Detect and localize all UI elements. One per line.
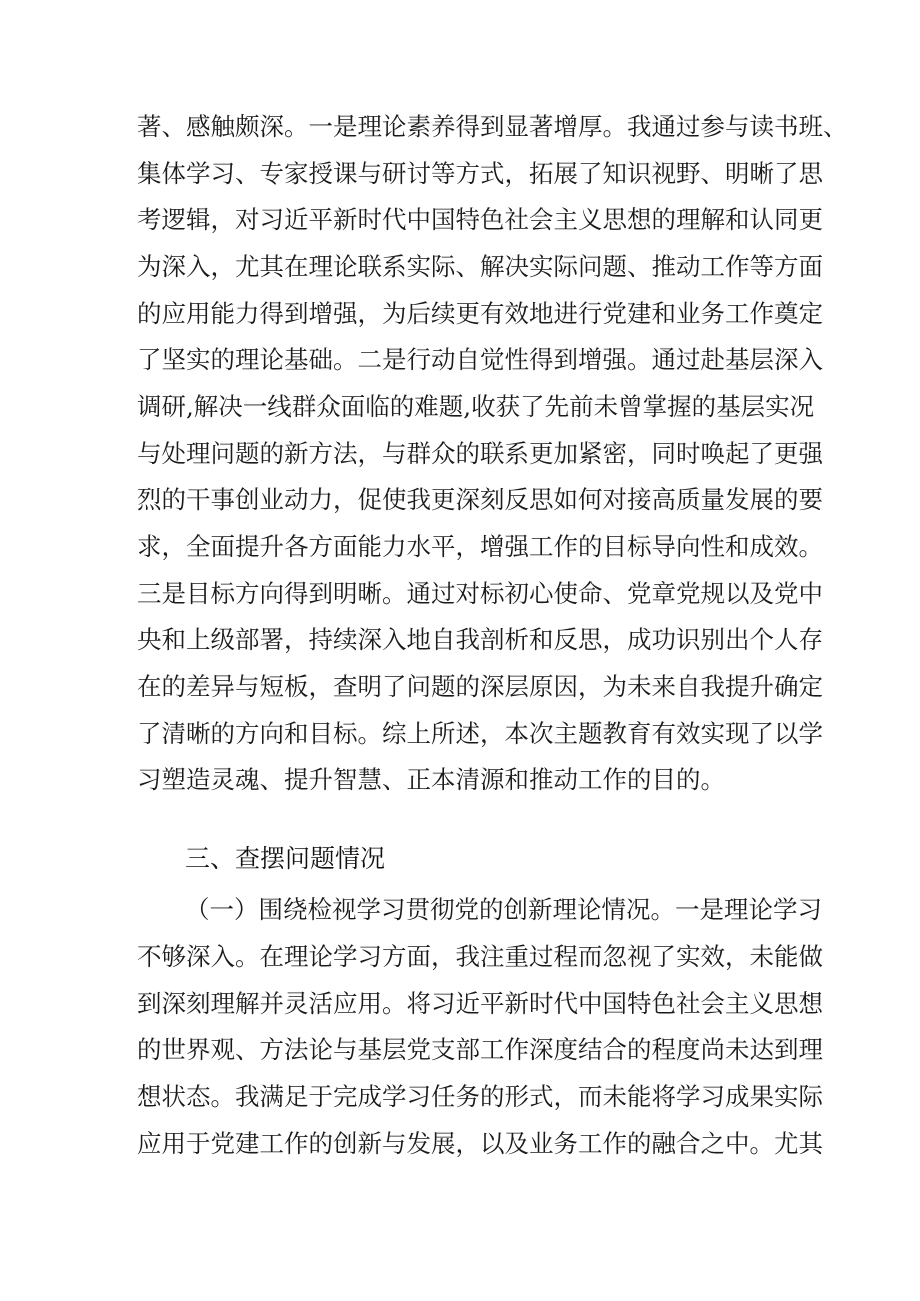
paragraph-line: 的应用能力得到增强，为后续更有效地进行党建和业务工作奠定 <box>137 299 823 328</box>
paragraph-line: 烈的干事创业动力，促使我更深刻反思如何对接高质量发展的要 <box>137 485 823 514</box>
paragraph-line: 集体学习、专家授课与研讨等方式，拓展了知识视野、明晰了思 <box>137 159 823 188</box>
paragraph-line: 到深刻理解并灵活应用。将习近平新时代中国特色社会主义思想 <box>137 989 823 1018</box>
paragraph-line: 考逻辑，对习近平新时代中国特色社会主义思想的理解和认同更 <box>137 205 823 234</box>
paragraph-line: 的世界观、方法论与基层党支部工作深度结合的程度尚未达到理 <box>137 1035 823 1064</box>
paragraph-line: 为深入，尤其在理论联系实际、解决实际问题、推动工作等方面 <box>137 252 823 281</box>
paragraph-line: 三是目标方向得到明晰。通过对标初心使命、党章党规以及党中 <box>137 579 823 608</box>
paragraph-line: 与处理问题的新方法，与群众的联系更加紧密，同时唤起了更强 <box>137 439 823 468</box>
paragraph-line: 习塑造灵魂、提升智慧、正本清源和推动工作的目的。 <box>137 765 725 794</box>
paragraph-line: 不够深入。在理论学习方面，我注重过程而忽视了实效，未能做 <box>137 942 823 971</box>
section-heading: 三、查摆问题情况 <box>185 844 386 873</box>
paragraph-line: 想状态。我满足于完成学习任务的形式，而未能将学习成果实际 <box>137 1082 823 1111</box>
paragraph-line: 求，全面提升各方面能力水平，增强工作的目标导向性和成效。 <box>137 532 823 561</box>
paragraph-line: 央和上级部署，持续深入地自我剖析和反思，成功识别出个人存 <box>137 625 823 654</box>
paragraph-line: 在的差异与短板，查明了问题的深层原因，为未来自我提升确定 <box>137 672 823 701</box>
paragraph-line: （一）围绕检视学习贯彻党的创新理论情况。一是理论学习 <box>185 895 822 924</box>
paragraph-line: 调研,解决一线群众面临的难题,收获了先前未曾掌握的基层实况 <box>137 392 815 421</box>
paragraph-line: 了清晰的方向和目标。综上所述，本次主题教育有效实现了以学 <box>137 719 823 748</box>
paragraph-line: 著、感触颇深。一是理论素养得到显著增厚。我通过参与读书班、 <box>137 112 848 141</box>
paragraph-line: 应用于党建工作的创新与发展，以及业务工作的融合之中。尤其 <box>137 1129 823 1158</box>
paragraph-line: 了坚实的理论基础。二是行动自觉性得到增强。通过赴基层深入 <box>137 345 823 374</box>
